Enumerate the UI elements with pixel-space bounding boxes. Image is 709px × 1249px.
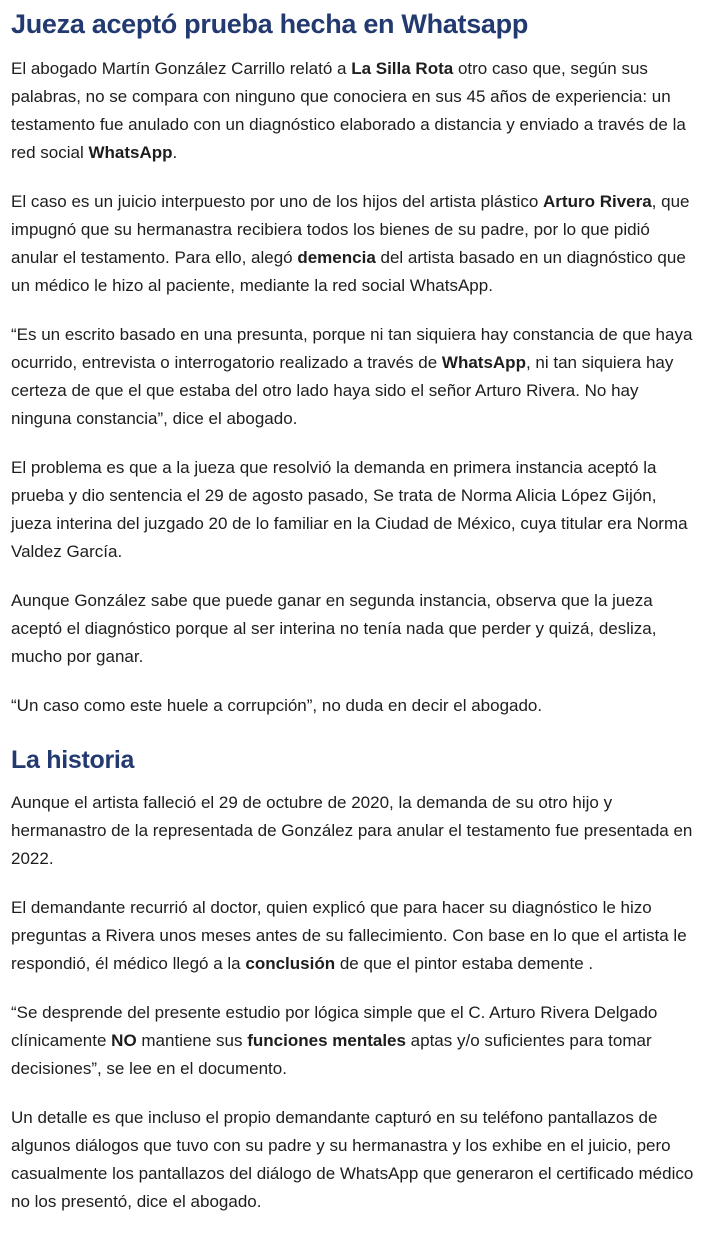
- article-title: Jueza aceptó prueba hecha en Whatsapp: [11, 9, 529, 39]
- bold-text: conclusión: [245, 954, 336, 973]
- text-segment: Aunque el artista falleció el 29 de octubre de 2020, la demanda de su otro hijo y hermanastro de la representada de González para anular el testamento fue presentada en 2022.: [11, 793, 693, 868]
- text-segment: del artista basado en un diagnóstico que un médico le hizo al paciente, mediante la red social WhatsApp.: [11, 247, 686, 295]
- text-segment: de que el pintor estaba demente .: [335, 954, 594, 973]
- text-segment: , que impugnó que su hermanastra recibiera todos los bienes de su padre, por lo que pidió anular el testamento. Para ello, alegó: [11, 191, 690, 267]
- bold-text: Arturo Rivera: [543, 191, 652, 211]
- text-segment: El demandante recurrió al doctor, quien explicó que para hacer su diagnóstico le hizo preguntas a Rivera unos meses antes de su fallecimiento. Con base en lo que el artista le respondió, él médico llegó a la: [11, 898, 687, 973]
- text-segment: Aunque González sabe que puede ganar en segunda instancia, observa que la jueza aceptó el diagnóstico porque al ser interina no tenía nada que perder y quizá, desliza, mucho por ganar.: [11, 590, 657, 666]
- text-segment: , ni tan siquiera hay certeza de que el que estaba del otro lado haya sido el señor Arturo Rivera. No hay ninguna constancia”, dice el abogado.: [11, 352, 674, 428]
- paragraph: [11, 454, 697, 566]
- bold-text: WhatsApp: [441, 352, 526, 372]
- bold-text: demencia: [297, 247, 376, 267]
- text-segment: El caso es un juicio interpuesto por uno de los hijos del artista plástico: [11, 191, 544, 211]
- text-segment: Un detalle es que incluso el propio demandante capturó en su teléfono pantallazos de algunos diálogos que tuvo con su padre y su hermanastra y los exhibe en el juicio, pero casualmente los pantallazos del diálogo de WhatsApp que generaron el certificado médico no los presentó, dice el abogado.: [11, 1108, 694, 1211]
- text-segment: aptas y/o suficientes para tomar decisiones”, se lee en el documento.: [11, 1031, 652, 1078]
- bold-text: funciones mentales: [247, 1031, 406, 1050]
- paragraph: [11, 188, 697, 300]
- text-segment: “Un caso como este huele a corrupción”, no duda en decir el abogado.: [11, 695, 543, 715]
- text-segment: “Se desprende del presente estudio por lógica simple que el C. Arturo Rivera Delgado clínicamente: [11, 1003, 658, 1050]
- text-segment: El problema es que a la jueza que resolvió la demanda en primera instancia aceptó la prueba y dio sentencia el 29 de agosto pasado, Se trata de Norma Alicia López Gijón, jueza interina del juzgado 20 de lo familiar en la Ciudad de México, cuya titular era Norma Valdez García.: [11, 457, 688, 561]
- bold-text: NO: [111, 1031, 137, 1050]
- bold-text: WhatsApp: [88, 142, 173, 162]
- bold-text: La Silla Rota: [351, 58, 454, 78]
- paragraph: [11, 789, 697, 873]
- paragraph: [11, 999, 697, 1083]
- paragraph: [11, 587, 697, 671]
- text-segment: .: [172, 142, 178, 162]
- section-heading: La historia: [11, 745, 135, 774]
- text-segment: “Es un escrito basado en una presunta, porque ni tan siquiera hay constancia de que haya ocurrido, entrevista o interrogatorio realizado a través de: [11, 324, 693, 372]
- text-segment: mantiene sus: [136, 1031, 248, 1050]
- paragraph: [11, 321, 697, 433]
- paragraph: [11, 894, 697, 978]
- paragraph: [11, 692, 697, 720]
- text-segment: otro caso que, según sus palabras, no se compara con ninguno que conociera en sus 45 años de experiencia: un testamento fue anulado con un diagnóstico elaborado a distancia y enviado a través de la red social: [11, 58, 686, 162]
- paragraph: [11, 55, 697, 167]
- text-segment: El abogado Martín González Carrillo relató a: [11, 58, 352, 78]
- paragraph: [11, 1104, 697, 1216]
